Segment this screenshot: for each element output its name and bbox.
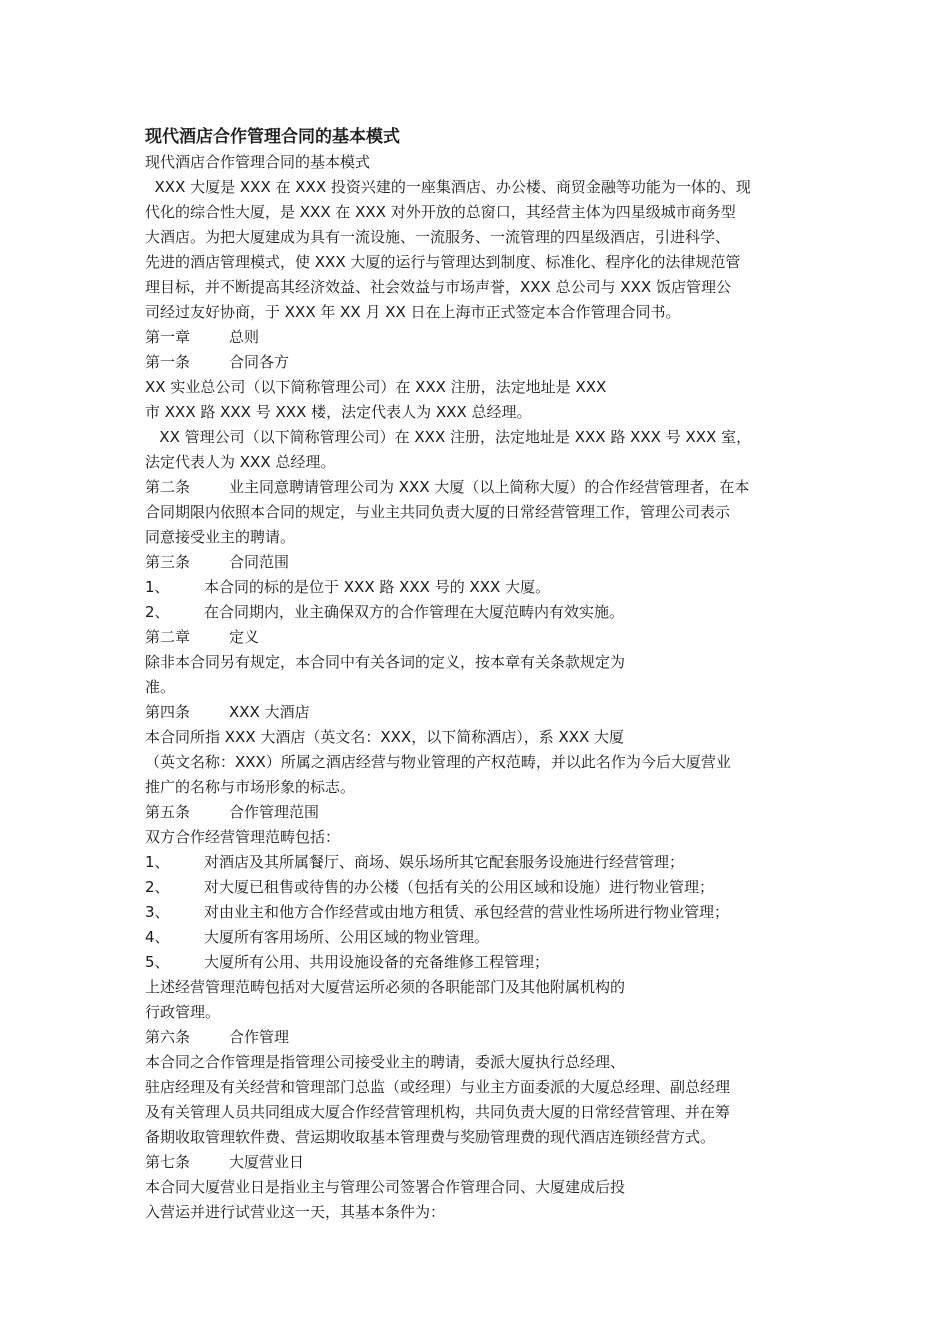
item-text: 大厦所有客用场所、公用区域的物业管理。 [204,928,490,946]
intro-line: 司经过友好协商，于 XXX 年 XX 月 XX 日在上海市正式签定本合作管理合同书。 [145,303,681,321]
article-2-line: 合同期限内依照本合同的规定，与业主共同负责大厦的日常经营管理工作，管理公司表示 [145,503,731,521]
chapter-1-heading [145,325,815,350]
article-1-line: 法定代表人为 XXX 总经理。 [145,453,336,471]
article-7-heading [145,1150,815,1175]
list-item [145,600,815,625]
article-1-line: 市 XXX 路 XXX 号 XXX 楼，法定代表人为 XXX 总经理。 [145,403,532,421]
article-label: 第三条 [145,553,191,571]
item-text: 对由业主和他方合作经营或由地方租赁、承包经营的营业性场所进行物业管理； [204,903,730,921]
article-name: XXX 大酒店 [229,703,310,721]
article-name: 合作管理 [229,1028,290,1046]
item-text: 对大厦已租售或待售的办公楼（包括有关的公用区域和设施）进行物业管理； [204,878,715,896]
article-2-heading [145,475,815,500]
article-name: 合同范围 [229,553,290,571]
list-item [145,850,815,875]
list-item [145,950,815,975]
article-label: 第六条 [145,1028,191,1046]
article-label: 第二条 [145,478,191,496]
article-6-line: 本合同之合作管理是指管理公司接受业主的聘请，委派大厦执行总经理、 [145,1053,626,1071]
list-item [145,875,815,900]
article-4-line: 本合同所指 XXX 大酒店（英文名：XXX，以下简称酒店），系 XXX 大厦 [145,728,625,746]
chapter-label: 第一章 [145,328,191,346]
article-6-line: 驻店经理及有关经营和管理部门总监（或经理）与业主方面委派的大厦总经理、副总经理 [145,1078,731,1096]
article-1-heading [145,350,815,375]
list-item [145,900,815,925]
article-6-heading [145,1025,815,1050]
intro-line: 理目标，并不断提高其经济效益、社会效益与市场声誉，XXX 总公司与 XXX 饭店管理公 [145,278,731,296]
article-7-line: 入营运并进行试营业这一天，其基本条件为： [145,1203,446,1221]
intro-line: XXX 大厦是 XXX 在 XXX 投资兴建的一座集酒店、办公楼、商贸金融等功能为一体的、现 [145,178,751,196]
article-1-line: XX 管理公司（以下简称管理公司）在 XXX 注册，法定地址是 XXX 路 XXX 号 XXX 室， [145,428,752,446]
intro-line: 大酒店。为把大厦建成为具有一流设施、一流服务、一流管理的四星级酒店，引进科学、 [145,228,731,246]
article-6-line: 备期收取管理软件费、营运期收取基本管理费与奖励管理费的现代酒店连锁经营方式。 [145,1128,716,1146]
article-6-line: 及有关管理人员共同组成大厦合作经营管理机构，共同负责大厦的日常经营管理、并在筹 [145,1103,731,1121]
item-text: 本合同的标的是位于 XXX 路 XXX 号的 XXX 大厦。 [204,578,551,596]
article-label: 第一条 [145,353,191,371]
document-subtitle: 现代酒店合作管理合同的基本模式 [145,153,371,171]
article-label: 第四条 [145,703,191,721]
article-4-line: 推广的名称与市场形象的标志。 [145,778,356,796]
article-2-text: 业主同意聘请管理公司为 XXX 大厦（以上简称大厦）的合作经营管理者，在本 [229,478,750,496]
article-label: 第七条 [145,1153,191,1171]
article-name: 合同各方 [229,353,290,371]
item-number: 2、 [145,878,170,896]
article-5-heading [145,800,815,825]
item-number: 4、 [145,928,170,946]
article-4-heading [145,700,815,725]
article-5-line: 行政管理。 [145,1003,221,1021]
chapter-2-heading [145,625,815,650]
intro-line: 代化的综合性大厦，是 XXX 在 XXX 对外开放的总窗口，其经营主体为四星级城市商务型 [145,203,736,221]
item-text: 大厦所有公用、共用设施设备的充备维修工程管理； [204,953,550,971]
article-4-line: （英文名称：XXX）所属之酒店经营与物业管理的产权范畴，并以此名作为今后大厦营业 [145,753,731,771]
article-1-line: XX 实业总公司（以下简称管理公司）在 XXX 注册，法定地址是 XXX [145,378,607,396]
item-number: 1、 [145,578,170,596]
article-5-line: 上述经营管理范畴包括对大厦营运所必须的各职能部门及其他附属机构的 [145,978,626,996]
chapter-2-line: 除非本合同另有规定，本合同中有关各词的定义，按本章有关条款规定为 [145,653,626,671]
intro-line: 先进的酒店管理模式，使 XXX 大厦的运行与管理达到制度、标准化、程序化的法律规范管 [145,253,741,271]
chapter-2-line: 准。 [145,678,176,696]
item-number: 5、 [145,953,170,971]
item-text: 对酒店及其所属餐厅、商场、娱乐场所其它配套服务设施进行经营管理； [204,853,685,871]
article-7-line: 本合同大厦营业日是指业主与管理公司签署合作管理合同、大厦建成后投 [145,1178,626,1196]
item-number: 2、 [145,603,170,621]
item-number: 1、 [145,853,170,871]
document-body [145,124,815,1225]
list-item [145,575,815,600]
article-5-intro: 双方合作经营管理范畴包括： [145,828,341,846]
article-label: 第五条 [145,803,191,821]
chapter-name: 总则 [229,328,260,346]
article-name: 合作管理范围 [229,803,320,821]
article-2-line: 同意接受业主的聘请。 [145,528,296,546]
item-text: 在合同期内，业主确保双方的合作管理在大厦范畴内有效实施。 [204,603,625,621]
chapter-label: 第二章 [145,628,191,646]
article-name: 大厦营业日 [229,1153,305,1171]
item-number: 3、 [145,903,170,921]
article-3-heading [145,550,815,575]
document-title: 现代酒店合作管理合同的基本模式 [145,127,400,147]
intro-paragraph [145,175,815,325]
chapter-name: 定义 [229,628,260,646]
list-item [145,925,815,950]
